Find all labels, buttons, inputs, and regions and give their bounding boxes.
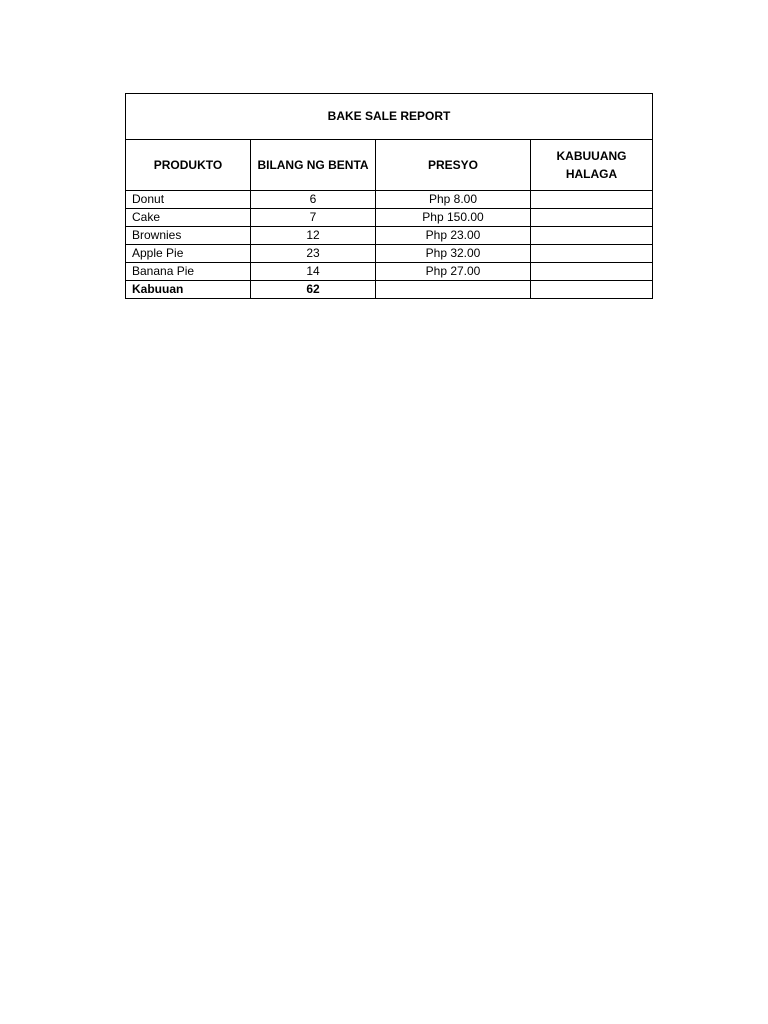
- price-cell: Php 27.00: [376, 263, 531, 281]
- product-cell: Donut: [126, 191, 251, 209]
- total-row: [126, 281, 653, 299]
- quantity-cell: 12: [251, 227, 376, 245]
- product-cell: Banana Pie: [126, 263, 251, 281]
- product-cell: Brownies: [126, 227, 251, 245]
- quantity-cell: 14: [251, 263, 376, 281]
- total-price-cell: [376, 281, 531, 299]
- table-row: [126, 263, 653, 281]
- total-amount-cell: [531, 209, 653, 227]
- total-label: Kabuuan: [126, 281, 251, 299]
- quantity-cell: 23: [251, 245, 376, 263]
- price-cell: Php 32.00: [376, 245, 531, 263]
- header-quantity: BILANG NG BENTA: [251, 140, 376, 191]
- product-cell: Cake: [126, 209, 251, 227]
- grand-total-amount-cell: [531, 281, 653, 299]
- quantity-cell: 7: [251, 209, 376, 227]
- title-row: [126, 94, 653, 140]
- header-price: PRESYO: [376, 140, 531, 191]
- quantity-cell: 6: [251, 191, 376, 209]
- price-cell: Php 8.00: [376, 191, 531, 209]
- product-cell: Apple Pie: [126, 245, 251, 263]
- total-amount-cell: [531, 245, 653, 263]
- table-row: [126, 191, 653, 209]
- price-cell: Php 150.00: [376, 209, 531, 227]
- header-total-amount: KABUUANG HALAGA: [531, 140, 653, 191]
- total-amount-cell: [531, 191, 653, 209]
- report-title: BAKE SALE REPORT: [126, 94, 653, 140]
- header-product: PRODUKTO: [126, 140, 251, 191]
- total-amount-cell: [531, 227, 653, 245]
- total-quantity: 62: [251, 281, 376, 299]
- bake-sale-report-table: [125, 93, 653, 299]
- table-row: [126, 245, 653, 263]
- price-cell: Php 23.00: [376, 227, 531, 245]
- table-row: [126, 209, 653, 227]
- total-amount-cell: [531, 263, 653, 281]
- header-row: [126, 140, 653, 191]
- table-row: [126, 227, 653, 245]
